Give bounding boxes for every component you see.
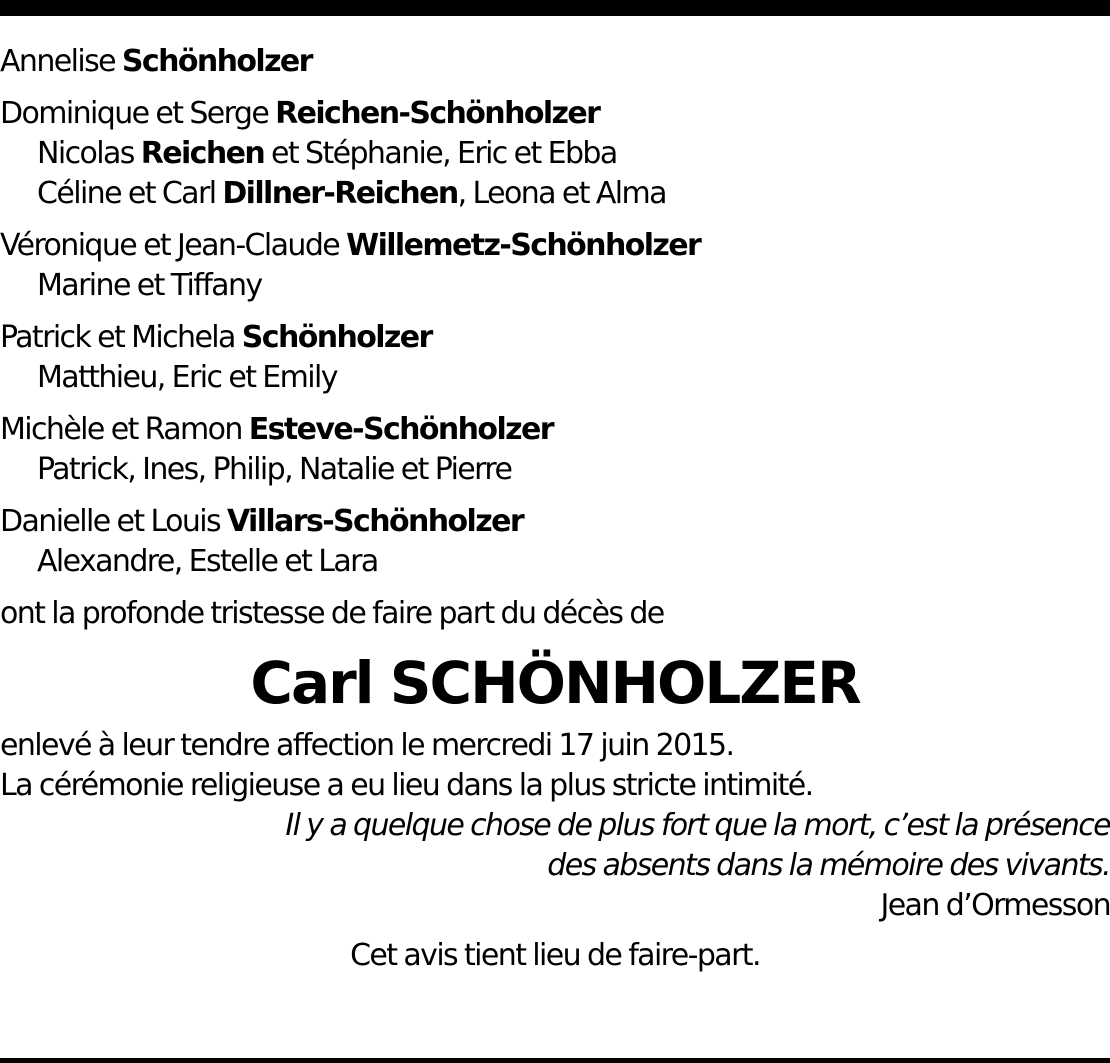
- family-line: [0, 226, 1110, 266]
- given-names: Michèle et Ramon: [0, 412, 249, 447]
- ceremony-line: La cérémonie religieuse a eu lieu dans la plus stricte intimité.: [0, 768, 813, 803]
- family-line: [0, 502, 1110, 542]
- given-names: Matthieu, Eric et Emily: [37, 360, 337, 395]
- family-group: [0, 226, 1110, 306]
- family-group: [0, 94, 1110, 214]
- given-names: Alexandre, Estelle et Lara: [37, 544, 378, 579]
- descendant-line: [0, 174, 1110, 214]
- obituary-notice: [0, 42, 1110, 976]
- surname: Willemetz-Schönholzer: [346, 228, 701, 263]
- family-line: [0, 318, 1110, 358]
- surname: Schönholzer: [241, 320, 432, 355]
- given-names: Patrick et Michela: [0, 320, 242, 355]
- descendant-line: [0, 542, 1110, 582]
- family-group: [0, 502, 1110, 582]
- given-names: Patrick, Ines, Philip, Natalie et Pierre: [37, 452, 512, 487]
- additional-names: , Leona et Alma: [457, 176, 666, 211]
- announcement-text: ont la profonde tristesse de faire part du décès de: [0, 596, 664, 631]
- family-line: [0, 94, 1110, 134]
- deceased-name: Carl SCHÖNHOLZER: [250, 649, 860, 717]
- given-names: Dominique et Serge: [0, 96, 276, 131]
- family-line: [0, 410, 1110, 450]
- surname: Villars-Schönholzer: [226, 504, 524, 539]
- top-border: [0, 0, 1110, 16]
- family-group: [0, 42, 1110, 82]
- surname: Schönholzer: [121, 44, 312, 79]
- quote-line-2: des absents dans la mémoire des vivants.: [547, 848, 1110, 883]
- surname: Dillner-Reichen: [222, 176, 458, 211]
- given-names: Véronique et Jean-Claude: [0, 228, 347, 263]
- family-group: [0, 318, 1110, 398]
- given-names: Annelise: [0, 44, 122, 79]
- family-group: [0, 410, 1110, 490]
- given-names: Nicolas: [37, 136, 141, 171]
- surname: Esteve-Schönholzer: [248, 412, 553, 447]
- descendant-line: [0, 266, 1110, 306]
- surname: Reichen: [140, 136, 265, 171]
- family-line: [0, 42, 1110, 82]
- given-names: Céline et Carl: [37, 176, 223, 211]
- quote-author: Jean d’Ormesson: [880, 888, 1110, 923]
- additional-names: et Stéphanie, Eric et Ebba: [264, 136, 617, 171]
- descendant-line: [0, 450, 1110, 490]
- quote-line-1: Il y a quelque chose de plus fort que la mort, c’est la présence: [285, 808, 1110, 843]
- death-date-line: enlevé à leur tendre affection le mercredi 17 juin 2015.: [0, 728, 734, 763]
- footer-notice: Cet avis tient lieu de faire-part.: [350, 938, 760, 973]
- bottom-border: [0, 1058, 1110, 1063]
- descendant-line: [0, 358, 1110, 398]
- surname: Reichen-Schönholzer: [275, 96, 600, 131]
- given-names: Danielle et Louis: [0, 504, 227, 539]
- given-names: Marine et Tiffany: [37, 268, 262, 303]
- descendant-line: [0, 134, 1110, 174]
